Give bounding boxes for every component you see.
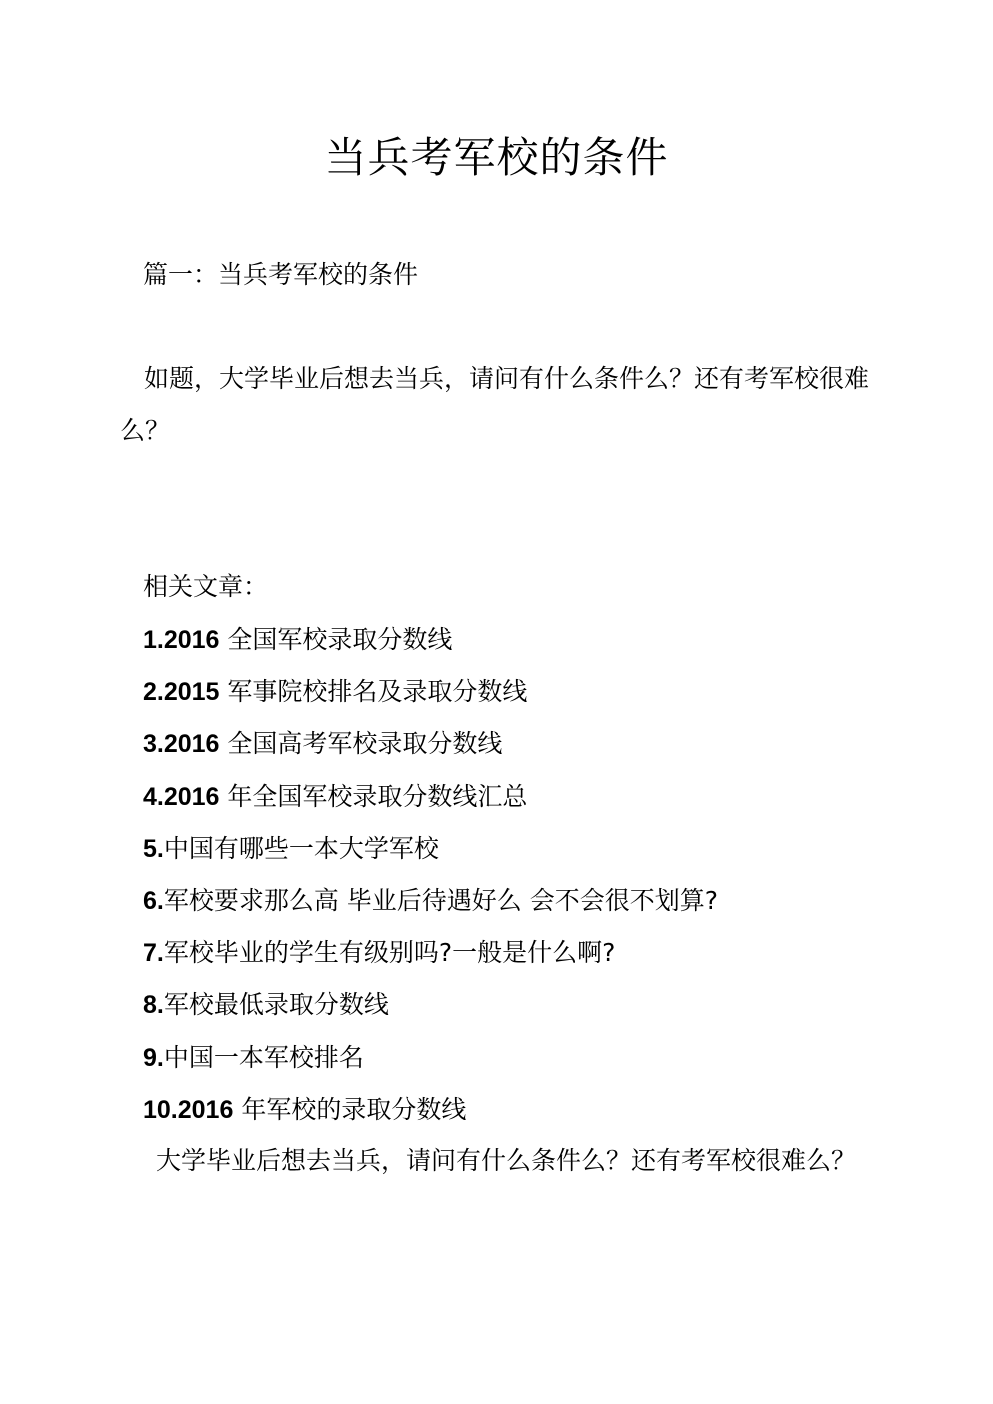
related-article-item: 6.军校要求那么高 毕业后待遇好么 会不会很不划算? [143, 885, 719, 915]
related-articles-list [143, 620, 718, 1142]
related-article-item: 9.中国一本军校排名 [143, 1042, 364, 1072]
question-paragraph: 如题，大学毕业后想去当兵，请问有什么条件么？还有考军校很难么？ [120, 364, 870, 445]
related-article-item: 3.2016 全国高考军校录取分数线 [143, 729, 503, 759]
related-articles-heading: 相关文章： [143, 572, 269, 601]
related-article-item: 2.2015 军事院校排名及录取分数线 [143, 677, 528, 707]
section-heading: 篇一：当兵考军校的条件 [143, 260, 419, 289]
closing-paragraph: 大学毕业后想去当兵，请问有什么条件么？还有考军校很难么？ [156, 1146, 857, 1175]
document-title: 当兵考军校的条件 [324, 133, 669, 182]
related-article-item: 5.中国有哪些一本大学军校 [143, 833, 439, 863]
related-article-item: 4.2016 年全国军校录取分数线汇总 [143, 781, 528, 811]
related-article-item: 8.军校最低录取分数线 [143, 990, 389, 1020]
related-article-item: 10.2016 年军校的录取分数线 [143, 1094, 467, 1124]
related-article-item: 1.2016 全国军校录取分数线 [143, 625, 453, 654]
related-article-item: 7.军校毕业的学生有级别吗?一般是什么啊? [143, 938, 616, 968]
